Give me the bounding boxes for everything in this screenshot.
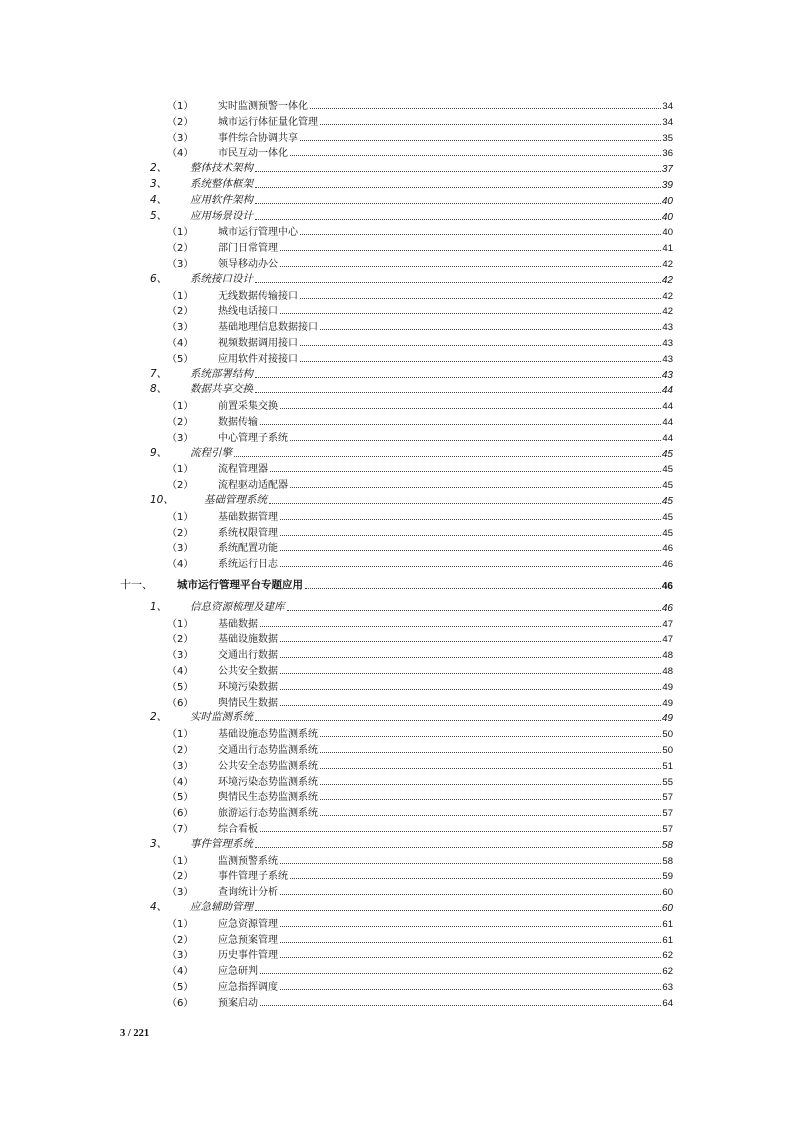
toc-entry[interactable] [167, 740, 673, 756]
toc-entry-title: 环境污染态势监测系统 [218, 776, 318, 788]
toc-entry-page: 60 [661, 903, 673, 914]
toc-entry-number: 1、 [150, 600, 168, 613]
toc-entry-page: 45 [662, 480, 673, 492]
toc-entry[interactable] [167, 475, 673, 492]
toc-entry-title: 事件管理子系统 [218, 871, 288, 883]
toc-entry-page: 62 [662, 950, 673, 962]
toc-entry-title: 基础管理系统 [204, 494, 267, 506]
dot-leader [255, 720, 661, 721]
toc-entry-title: 流程驱动适配器 [218, 480, 288, 492]
toc-entry[interactable] [167, 349, 673, 365]
dot-leader [320, 124, 661, 125]
toc-entry[interactable] [167, 819, 673, 835]
toc-entry-number: （4） [167, 776, 194, 788]
toc-entry-number: （5） [167, 792, 194, 804]
toc-entry-page: 41 [662, 243, 673, 255]
toc-entry-number: （5） [167, 681, 194, 693]
toc-entry-number: （6） [167, 808, 194, 820]
toc-entry-title: 应急研判 [218, 966, 258, 978]
toc-entry-title: 交通出行态势监测系统 [218, 745, 318, 756]
toc-entry-title: 系统权限管理 [218, 527, 278, 539]
toc-entry-page: 34 [662, 116, 673, 128]
dot-leader [280, 408, 661, 409]
toc-entry-page: 51 [662, 760, 673, 772]
toc-entry-number: （4） [167, 966, 194, 978]
toc-entry-title: 市民互动一体化 [218, 148, 288, 160]
toc-entry-number: （3） [167, 887, 194, 899]
toc-entry[interactable] [167, 412, 673, 428]
toc-entry[interactable] [167, 554, 673, 571]
toc-entry-page: 48 [662, 650, 673, 662]
dot-leader [320, 784, 661, 785]
toc-entry-page: 37 [661, 164, 673, 176]
dot-leader [270, 471, 661, 472]
dot-leader [255, 171, 661, 172]
toc-entry-page: 57 [662, 792, 673, 804]
toc-entry[interactable] [150, 444, 673, 460]
toc-entry-page: 39 [661, 180, 673, 191]
toc-entry-title: 应用软件架构 [190, 193, 253, 206]
toc-entry-page: 44 [662, 401, 673, 413]
toc-entry-title: 舆情民生数据 [218, 697, 278, 709]
toc-entry-number: （2） [167, 634, 194, 646]
toc-entry-page: 43 [661, 369, 673, 381]
dot-leader [280, 942, 661, 943]
toc-entry-title: 城市运行体征量化管理 [218, 116, 318, 128]
toc-entry[interactable] [150, 270, 673, 286]
toc-entry-title: 基础数据管理 [218, 511, 278, 523]
toc-entry-title: 系统接口设计 [190, 272, 253, 285]
toc-entry[interactable] [167, 772, 673, 788]
toc-entry-title: 旅游运行态势监测系统 [218, 808, 318, 820]
toc-entry-title: 查询统计分析 [218, 887, 278, 899]
toc-entry[interactable] [167, 677, 673, 693]
toc-entry-number: 3、 [150, 837, 168, 850]
dot-leader [255, 203, 661, 204]
dot-leader [280, 689, 661, 690]
dot-leader [260, 1005, 661, 1006]
toc-entry-title: 历史事件管理 [218, 950, 278, 962]
toc-entry[interactable] [167, 538, 673, 555]
dot-leader [290, 155, 661, 156]
toc-entry[interactable] [167, 629, 673, 646]
toc-entry-title: 系统整体框架 [190, 178, 253, 190]
toc-entry-number: （1） [167, 464, 194, 476]
dot-leader [255, 282, 661, 283]
toc-entry[interactable] [167, 112, 673, 128]
toc-entry-title: 系统运行日志 [218, 559, 278, 571]
toc-entry[interactable] [167, 961, 673, 978]
toc-entry-page: 44 [662, 417, 673, 428]
dot-leader [290, 878, 661, 879]
page-number-footer: 3 / 221 [120, 1028, 150, 1039]
dot-leader [280, 266, 661, 267]
toc-entry-page: 55 [662, 776, 673, 788]
dot-leader [260, 424, 661, 425]
toc-entry-page: 42 [662, 306, 673, 318]
toc-entry[interactable] [150, 175, 673, 191]
dot-leader [255, 910, 661, 911]
toc-entry-number: （1） [167, 855, 194, 867]
toc-entry-title: 城市运行管理中心 [218, 227, 298, 239]
toc-entry[interactable] [167, 787, 673, 804]
toc-entry-number: （2） [167, 934, 194, 946]
toc-entry-page: 36 [662, 148, 673, 160]
dot-leader [234, 456, 661, 457]
toc-entry-number: （4） [167, 666, 194, 677]
dot-leader [287, 610, 661, 611]
toc-entry-title: 数据共享交换 [190, 383, 253, 396]
toc-entry[interactable] [167, 222, 673, 239]
toc-entry[interactable] [167, 977, 673, 993]
toc-entry-number: （1） [167, 618, 194, 630]
toc-entry-number: 2、 [150, 711, 168, 724]
toc-entry-title: 流程管理器 [218, 464, 268, 476]
dot-leader [280, 657, 661, 658]
toc-entry-page: 59 [662, 871, 673, 883]
toc-entry-page: 43 [662, 322, 673, 334]
toc-entry-page: 40 [662, 227, 673, 239]
toc-entry[interactable] [150, 598, 673, 614]
toc-entry-number: 8、 [150, 383, 168, 396]
toc-entry-title: 基础设施数据 [218, 634, 278, 646]
toc-entry-title: 应急资源管理 [218, 918, 278, 930]
toc-entry-number: （2） [167, 871, 194, 883]
toc-entry-title: 前置采集交换 [218, 401, 278, 413]
dot-leader [260, 973, 661, 974]
toc-entry-page: 47 [662, 618, 673, 630]
dot-leader [305, 588, 661, 589]
toc-entry-title: 交通出行数据 [218, 650, 278, 662]
toc-entry[interactable] [167, 459, 673, 476]
toc-entry[interactable] [167, 930, 673, 946]
dot-leader [260, 831, 661, 832]
toc-entry-number: （2） [167, 116, 194, 128]
toc-entry[interactable] [150, 898, 673, 914]
toc-entry[interactable] [167, 645, 673, 662]
dot-leader [300, 345, 661, 346]
toc-entry[interactable] [150, 159, 673, 176]
toc-entry-number: （3） [167, 650, 194, 662]
toc-entry-page: 64 [662, 997, 673, 1009]
toc-entry-number: 5、 [150, 209, 168, 222]
toc-entry-title: 监测预警系统 [218, 855, 278, 867]
toc-entry[interactable] [150, 365, 673, 381]
toc-entry-title: 实时监测预警一体化 [218, 101, 308, 112]
toc-entry-page: 45 [662, 527, 673, 539]
toc-entry-number: 十一、 [120, 578, 153, 591]
toc-entry-title: 应用场景设计 [190, 209, 253, 222]
toc-entry-page: 45 [661, 448, 673, 460]
toc-entry-page: 45 [662, 511, 673, 523]
toc-entry-number: 6、 [150, 272, 168, 285]
dot-leader [300, 298, 661, 299]
toc-entry-page: 58 [662, 855, 673, 867]
toc-entry-page: 46 [662, 543, 673, 555]
dot-leader [290, 487, 661, 488]
toc-entry[interactable] [167, 286, 673, 302]
toc-entry-title: 基础数据 [218, 618, 258, 630]
dot-leader [280, 863, 661, 864]
toc-entry-number: （2） [167, 745, 194, 756]
toc-entry-title: 应急预案管理 [218, 934, 278, 946]
toc-entry-title: 应急指挥调度 [218, 982, 278, 993]
toc-entry-page: 43 [662, 338, 673, 349]
toc-entry-number: （1） [167, 918, 194, 930]
dot-leader [280, 313, 661, 314]
toc-entry-number: 9、 [150, 446, 168, 459]
toc-entry[interactable] [167, 945, 673, 962]
toc-entry[interactable] [167, 317, 673, 334]
toc-entry-title: 公共安全态势监测系统 [218, 760, 318, 772]
toc-entry[interactable] [167, 301, 673, 318]
toc-entry[interactable] [150, 491, 673, 507]
toc-entry[interactable] [167, 396, 673, 413]
toc-entry-page: 42 [661, 274, 673, 286]
toc-entry-title: 系统部署结构 [190, 367, 253, 380]
toc-entry-number: 4、 [150, 193, 168, 206]
toc-entry[interactable] [167, 523, 673, 539]
toc-entry-title: 基础地理信息数据接口 [218, 322, 318, 334]
toc-entry-title: 事件综合协调共享 [218, 132, 298, 144]
toc-entry-number: （3） [167, 760, 194, 772]
dot-leader [255, 392, 661, 393]
dot-leader [280, 535, 661, 536]
toc-entry-number: （1） [167, 401, 194, 413]
dot-leader [255, 187, 661, 188]
dot-leader [260, 626, 661, 627]
toc-entry[interactable] [150, 708, 673, 725]
toc-entry-title: 整体技术架构 [190, 162, 253, 175]
toc-entry-number: （1） [167, 511, 194, 523]
toc-entry-number: 10、 [150, 494, 174, 506]
toc-entry-title: 综合看板 [218, 824, 258, 835]
dot-leader [300, 361, 661, 362]
toc-entry-number: （1） [167, 290, 194, 302]
toc-entry-page: 42 [662, 259, 673, 270]
dot-leader [280, 989, 661, 990]
toc-entry-page: 40 [661, 211, 673, 223]
toc-entry-title: 预案启动 [218, 997, 258, 1009]
toc-entry-number: （6） [167, 697, 194, 709]
toc-entry[interactable] [120, 576, 673, 592]
toc-entry-number: 4、 [150, 901, 168, 913]
toc-entry-page: 57 [662, 824, 673, 835]
toc-entry-number: （4） [167, 338, 194, 349]
toc-entry-page: 61 [662, 934, 673, 946]
dot-leader [280, 550, 661, 551]
toc-entry-number: 3、 [150, 178, 168, 190]
toc-entry-page: 46 [661, 602, 673, 614]
dot-leader [280, 673, 661, 674]
toc-entry-title: 城市运行管理平台专题应用 [177, 579, 303, 591]
dot-leader [280, 566, 661, 567]
toc-entry-number: （1） [167, 101, 194, 112]
toc-entry[interactable] [150, 380, 673, 397]
toc-entry-page: 35 [662, 132, 673, 144]
dot-leader [300, 140, 661, 141]
toc-entry-title: 中心管理子系统 [218, 432, 288, 444]
dot-leader [280, 894, 661, 895]
toc-entry-page: 49 [662, 681, 673, 693]
toc-entry-page: 49 [661, 713, 673, 725]
toc-entry-number: （3） [167, 543, 194, 555]
toc-entry-number: （3） [167, 259, 194, 270]
toc-entry-number: （2） [167, 480, 194, 492]
toc-entry-page: 62 [662, 966, 673, 978]
toc-entry-number: （2） [167, 417, 194, 428]
toc-entry-page: 63 [662, 982, 673, 993]
dot-leader [280, 926, 661, 927]
toc-entry-page: 60 [662, 887, 673, 899]
toc-entry-number: （1） [167, 729, 194, 741]
dot-leader [269, 503, 661, 504]
toc-entry[interactable] [167, 693, 673, 709]
toc-entry-number: （6） [167, 997, 194, 1009]
toc-entry-page: 49 [662, 697, 673, 709]
toc-entry-title: 基础设施态势监测系统 [218, 729, 318, 741]
toc-entry[interactable] [167, 254, 673, 270]
toc-entry-page: 45 [662, 464, 673, 476]
dot-leader [320, 752, 661, 753]
toc-entry-number: （3） [167, 322, 194, 334]
toc-entry-page: 44 [662, 432, 673, 444]
dot-leader [280, 519, 661, 520]
toc-entry-title: 数据传输 [218, 417, 258, 428]
toc-entry[interactable] [150, 207, 673, 223]
toc-entry-page: 45 [661, 496, 673, 507]
toc-entry-page: 40 [661, 195, 673, 207]
toc-entry[interactable] [167, 803, 673, 820]
toc-entry[interactable] [167, 96, 673, 112]
toc-entry-number: （2） [167, 527, 194, 539]
toc-entry-page: 50 [662, 745, 673, 756]
toc-entry-title: 领导移动办公 [218, 259, 278, 270]
toc-entry-number: （5） [167, 982, 194, 993]
dot-leader [255, 847, 661, 848]
toc-entry[interactable] [167, 914, 673, 930]
toc-entry-title: 视频数据调用接口 [218, 338, 298, 349]
toc-entry[interactable] [167, 238, 673, 255]
toc-entry[interactable] [167, 756, 673, 772]
toc-entry-number: （2） [167, 243, 194, 255]
toc-entry-number: 7、 [150, 367, 168, 380]
dot-leader [310, 108, 661, 109]
dot-leader [280, 641, 661, 642]
toc-entry-number: （7） [167, 824, 194, 835]
toc-entry-title: 公共安全数据 [218, 666, 278, 677]
toc-entry-page: 61 [662, 918, 673, 930]
toc-entry[interactable] [167, 882, 673, 899]
dot-leader [320, 815, 661, 816]
dot-leader [320, 329, 661, 330]
toc-entry-page: 46 [662, 559, 673, 571]
dot-leader [280, 250, 661, 251]
toc-entry-title: 实时监测系统 [190, 711, 253, 724]
toc-entry-title: 事件管理系统 [190, 837, 253, 850]
toc-entry[interactable] [167, 851, 673, 867]
toc-entry-page: 47 [662, 634, 673, 646]
toc-entry[interactable] [150, 191, 673, 207]
toc-entry-title: 无线数据传输接口 [218, 290, 298, 302]
toc-entry[interactable] [167, 507, 673, 523]
toc-entry-number: （3） [167, 432, 194, 444]
dot-leader [290, 440, 661, 441]
toc-entry-title: 应用软件对接接口 [218, 353, 298, 365]
toc-entry-title: 环境污染数据 [218, 681, 278, 693]
toc-entry-title: 热线电话接口 [218, 306, 278, 318]
toc-entry[interactable] [167, 866, 673, 883]
toc-entry[interactable] [167, 428, 673, 444]
toc-entry[interactable] [167, 128, 673, 144]
toc-entry-number: （3） [167, 950, 194, 962]
dot-leader [255, 377, 661, 378]
toc-entry-page: 57 [662, 808, 673, 820]
toc-entry-title: 部门日常管理 [218, 243, 278, 255]
dot-leader [300, 234, 661, 235]
toc-entry-title: 信息资源梳理及建库 [190, 600, 285, 613]
toc-entry-number: （5） [167, 353, 194, 365]
toc-entry-title: 应急辅助管理 [190, 901, 253, 913]
toc-entry-page: 58 [661, 839, 673, 851]
toc-entry[interactable] [150, 835, 673, 851]
toc-entry-title: 系统配置功能 [218, 543, 278, 555]
toc-entry[interactable] [167, 143, 673, 160]
toc-entry-number: 2、 [150, 162, 168, 175]
toc-entry[interactable] [167, 993, 673, 1009]
toc-entry-title: 流程引擎 [190, 446, 232, 459]
toc-entry-number: （2） [167, 306, 194, 318]
toc-entry-page: 50 [662, 729, 673, 741]
dot-leader [320, 799, 661, 800]
toc-entry[interactable] [167, 724, 673, 741]
toc-entry-number: （4） [167, 148, 194, 160]
toc-entry-number: （1） [167, 227, 194, 239]
dot-leader [280, 705, 661, 706]
toc-entry-page: 34 [662, 101, 673, 112]
dot-leader [280, 957, 661, 958]
toc-entry-page: 42 [662, 290, 673, 302]
toc-entry-page: 43 [662, 353, 673, 365]
toc-entry[interactable] [167, 614, 673, 630]
toc-entry[interactable] [167, 333, 673, 349]
toc-entry-title: 舆情民生态势监测系统 [218, 792, 318, 804]
toc-entry-page: 46 [661, 581, 673, 592]
toc-entry-page: 44 [661, 385, 673, 397]
dot-leader [255, 219, 661, 220]
toc-entry-page: 48 [662, 666, 673, 677]
toc-entry[interactable] [167, 661, 673, 677]
toc-entry-number: （4） [167, 559, 194, 571]
toc-entry-number: （3） [167, 132, 194, 144]
dot-leader [320, 736, 661, 737]
dot-leader [320, 768, 661, 769]
